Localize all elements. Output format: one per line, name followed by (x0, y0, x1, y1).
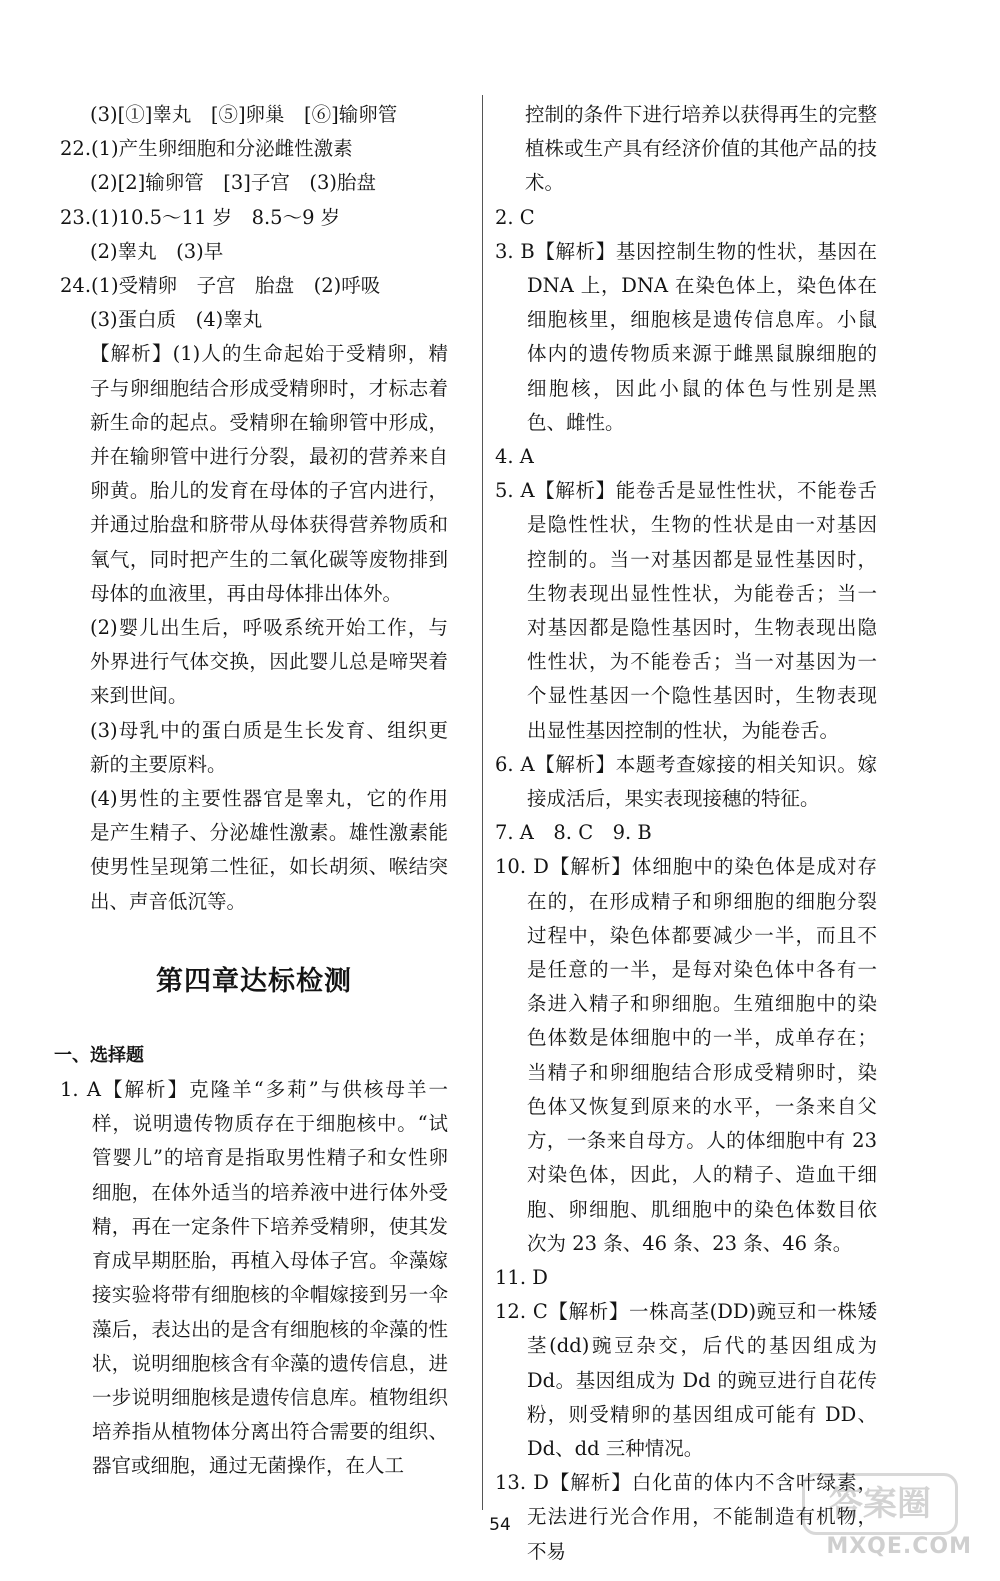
analysis-paragraph: (2)婴儿出生后，呼吸系统开始工作，与外界进行气体交换，因此婴儿总是啼哭着来到世间。 (90, 616, 448, 708)
analysis-paragraph: (3)母乳中的蛋白质是生长发育、组织更新的主要原料。 (90, 718, 448, 776)
answer-line: 23.(1)10.5～11 岁 8.5～9 岁 (60, 205, 341, 229)
question-answer: 5. A【解析】能卷舌是显性性状，不能卷舌是隐性性状，生物的性状是由一对基因控制的。当一对基因都是显性基因时，生物表现出显性性状，为能卷舌；当一对基因都是隐性基因时，生物表现出隐性性状，为不能卷舌；当一对基因为一个显性基因一个隐性基因时，生物表现出显性基因控制的性状，为能卷舌。 (495, 479, 877, 742)
left-column (54, 98, 448, 1484)
question-answer: 7. A 8. C 9. B (495, 821, 652, 845)
answer-line: 24.(1)受精卵 子宫 胎盘 (2)呼吸 (60, 274, 381, 298)
analysis-paragraph: (4)男性的主要性器官是睾丸，它的作用是产生精子、分泌雄性激素。雄性激素能使男性呈现第二性征，如长胡须、喉结突出、声音低沉等。 (90, 787, 448, 913)
watermark-logo: 答案圈 (802, 1473, 958, 1535)
chapter-title: 第四章达标检测 (156, 965, 352, 997)
question-answer: 12. C【解析】一株高茎(DD)豌豆和一株矮茎(dd)豌豆杂交，后代的基因组成为 Dd。基因组成为 Dd 的豌豆进行自花传粉，则受精卵的基因组成可能有 DD、Dd、dd 三种情况。 (495, 1300, 877, 1460)
question-answer: 11. D (495, 1265, 548, 1289)
answer-line: (3)[①]睾丸 [⑤]卵巢 [⑥]输卵管 (90, 103, 398, 126)
question-answer: 6. A【解析】本题考查嫁接的相关知识。嫁接成活后，果实表现接穗的特征。 (495, 752, 877, 811)
question-answer-continued: 控制的条件下进行培养以获得再生的完整植株或生产具有经济价值的其他产品的技术。 (525, 103, 877, 195)
answer-line: 22.(1)产生卵细胞和分泌雌性激素 (60, 137, 353, 161)
question-answer: 13. D【解析】白化苗的体内不含叶绿素，无法进行光合作用，不能制造有机物，不易 (495, 1471, 877, 1563)
question-answer: 10. D【解析】体细胞中的染色体是成对存在的，在形成精子和卵细胞的细胞分裂过程中，染色体都要减少一半，而且不是任意的一半，是每对染色体中各有一条进入精子和卵细胞。生殖细胞中的染色体数是体细胞中的一半，成单存在；当精子和卵细胞结合形成受精卵时，染色体又恢复到原来的水平，一条来自父方，一条来自母方。人的体细胞中有 23 对染色体，因此，人的精子、造血干细胞、卵细胞、肌细胞中的染色体数目依次为 23 条、46 条、23 条、46 条。 (495, 855, 877, 1255)
question-answer: 2. C (495, 205, 535, 229)
column-divider (482, 95, 483, 1510)
right-column (495, 98, 877, 1569)
question-answer: 3. B【解析】基因控制生物的性状，基因在 DNA 上，DNA 在染色体上，染色体在细胞核里，细胞核是遗传信息库。小鼠体内的遗传物质来源于雌黑鼠腺细胞的细胞核，因此小鼠的体色与性别是黑色、雌性。 (495, 239, 877, 434)
page-number: 54 (489, 1515, 511, 1535)
analysis-paragraph: 【解析】(1)人的生命起始于受精卵，精子与卵细胞结合形成受精卵时，才标志着新生命的起点。受精卵在输卵管中形成，并在输卵管中进行分裂，最初的营养来自卵黄。胎儿的发育在母体的子宫内进行，并通过胎盘和脐带从母体获得营养物质和氧气，同时把产生的二氧化碳等废物排到母体的血液里，再由母体排出体外。 (90, 342, 448, 605)
watermark-url: MXQE.COM (826, 1534, 972, 1559)
question-answer: 4. A (495, 445, 534, 469)
watermark (798, 1473, 978, 1563)
answer-line: (3)蛋白质 (4)睾丸 (90, 308, 263, 332)
section-title: 一、选择题 (54, 1044, 144, 1066)
answer-line: (2)[2]输卵管 [3]子宫 (3)胎盘 (90, 171, 376, 195)
answer-line: (2)睾丸 (3)早 (90, 239, 224, 263)
question-answer: 1. A【解析】克隆羊“多莉”与供核母羊一样，说明遗传物质存在于细胞核中。“试管婴儿”的培育是指取男性精子和女性卵细胞，在体外适当的培养液中进行体外受精，再在一定条件下培养受精卵，使其发育成早期胚胎，再植入母体子宫。伞藻嫁接实验将带有细胞核的伞帽嫁接到另一伞藻后，表达出的是含有细胞核的伞藻的性状，说明细胞核含有伞藻的遗传信息，进一步说明细胞核是遗传信息库。植物组织培养指从植物体分离出符合需要的组织、器官或细胞，通过无菌操作，在人工 (60, 1078, 448, 1478)
